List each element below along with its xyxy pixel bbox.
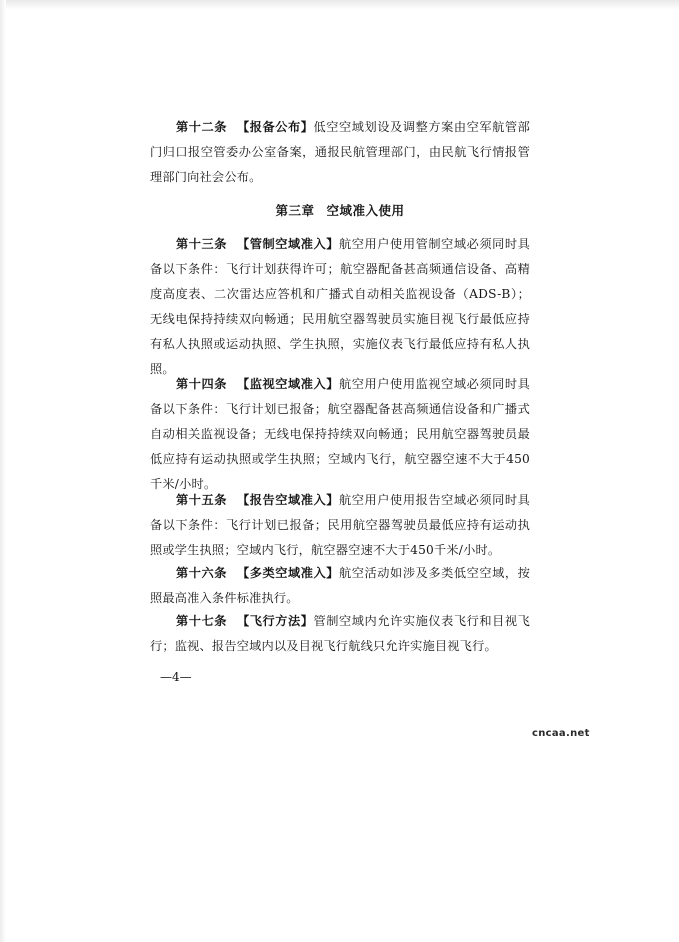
article-13-number: 第十三条 <box>176 237 228 251</box>
article-17 <box>150 609 530 659</box>
scan-shadow-left <box>0 0 6 942</box>
watermark-text: cncaa.net <box>532 728 590 739</box>
article-16-tag: 【多类空域准入】 <box>237 566 340 580</box>
chapter-heading <box>150 198 530 223</box>
article-15-tag: 【报告空域准入】 <box>237 493 340 507</box>
article-14-tag: 【监视空域准入】 <box>237 377 340 391</box>
article-12 <box>150 115 530 190</box>
article-12-tag: 【报备公布】 <box>237 120 314 134</box>
article-17-body: 管制空域内允许实施仪表飞行和目视飞行；监视、报告空域内以及目视飞行航线只允许实施目视飞行。 <box>150 614 530 653</box>
article-17-number: 第十七条 <box>176 614 228 628</box>
article-14-body: 航空用户使用监视空域必须同时具备以下条件：飞行计划已报备；航空器配备甚高频通信设备和广播式自动相关监视设备；无线电保持持续双向畅通；民用航空器驾驶员最低应持有运动执照或学生执照；空域内飞行，航空器空速不大于450千米/小时。 <box>150 377 530 491</box>
article-16-number: 第十六条 <box>176 566 228 580</box>
article-16-body: 航空活动如涉及多类低空空域，按照最高准入条件标准执行。 <box>150 566 530 605</box>
article-16 <box>150 561 530 611</box>
chapter-number: 第三章 <box>275 203 315 218</box>
article-17-tag: 【飞行方法】 <box>237 614 314 628</box>
article-12-body: 低空空域划设及调整方案由空军航管部门归口报空管委办公室备案，通报民航管理部门，由民航飞行情报管理部门向社会公布。 <box>150 120 530 184</box>
article-15 <box>150 488 530 563</box>
article-14-number: 第十四条 <box>176 377 228 391</box>
page-number: —4— <box>160 670 192 684</box>
chapter-title: 空域准入使用 <box>326 203 405 218</box>
article-15-number: 第十五条 <box>176 493 228 507</box>
scan-shadow-top <box>0 0 679 10</box>
article-13-body: 航空用户使用管制空域必须同时具备以下条件：飞行计划获得许可；航空器配备甚高频通信设备、高精度高度表、二次雷达应答机和广播式自动相关监视设备（ADS-B）；无线电保持持续双向畅通；民用航空器驾驶员实施目视飞行最低应持有私人执照或运动执照、学生执照，实施仪表飞行最低应持有私人执照。 <box>150 237 530 376</box>
article-12-number: 第十二条 <box>176 120 228 134</box>
article-13 <box>150 232 530 382</box>
article-14 <box>150 372 530 497</box>
article-15-body: 航空用户使用报告空域必须同时具备以下条件：飞行计划已报备；民用航空器驾驶员最低应持有运动执照或学生执照；空域内飞行，航空器空速不大于450千米/小时。 <box>150 493 530 557</box>
article-13-tag: 【管制空域准入】 <box>237 237 340 251</box>
